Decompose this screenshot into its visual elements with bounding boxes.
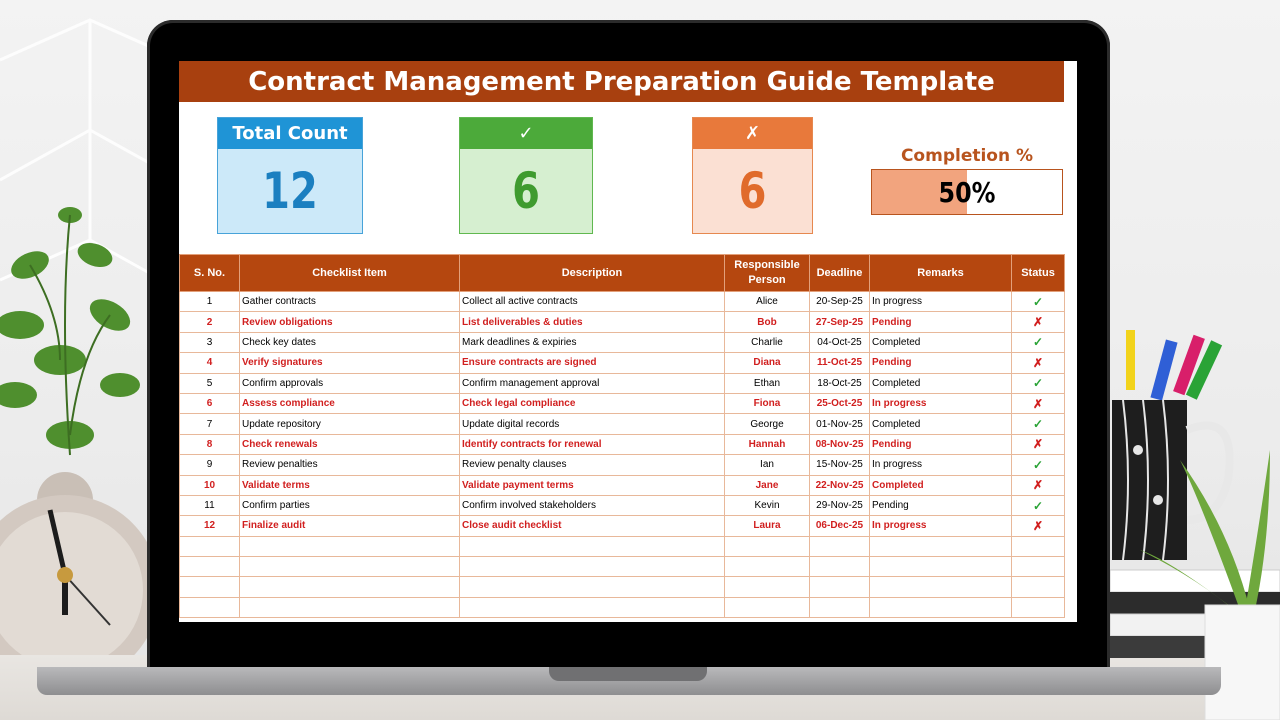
table-cell-deadline[interactable]: 11-Oct-25 [810, 353, 870, 373]
table-cell-item[interactable]: Review penalties [240, 455, 460, 475]
table-cell-person[interactable]: Bob [725, 312, 810, 332]
completion-label: Completion % [900, 146, 1034, 166]
column-header[interactable]: Status [1012, 255, 1065, 292]
empty-table-row[interactable] [180, 597, 1065, 617]
empty-table-cell[interactable] [1012, 597, 1065, 617]
empty-table-cell[interactable] [810, 597, 870, 617]
cross-mark-icon: ✗ [693, 118, 812, 149]
table-cell-person[interactable]: Diana [725, 353, 810, 373]
empty-table-cell[interactable] [870, 597, 1012, 617]
pending-count-card [692, 117, 813, 234]
table-cell-no[interactable]: 5 [180, 373, 240, 393]
laptop-lid-notch [549, 667, 707, 681]
table-cell-deadline[interactable]: 27-Sep-25 [810, 312, 870, 332]
table-cell-remarks[interactable]: Completed [870, 332, 1012, 352]
table-cell-status[interactable] [1012, 414, 1065, 434]
table-cell-person[interactable]: Ethan [725, 373, 810, 393]
empty-table-cell[interactable] [870, 536, 1012, 556]
table-cell-status[interactable] [1012, 516, 1065, 536]
table-row[interactable] [180, 495, 1065, 515]
table-cell-item[interactable]: Gather contracts [240, 292, 460, 312]
cross-mark-icon: ✗ [1032, 437, 1044, 452]
table-cell-remarks[interactable]: In progress [870, 516, 1012, 536]
table-cell-desc[interactable]: Confirm management approval [460, 373, 725, 393]
total-count-card [217, 117, 363, 234]
table-cell-no[interactable]: 10 [180, 475, 240, 495]
table-row[interactable] [180, 332, 1065, 352]
empty-table-cell[interactable] [180, 536, 240, 556]
table-cell-item[interactable]: Finalize audit [240, 516, 460, 536]
table-cell-no[interactable]: 1 [180, 292, 240, 312]
table-cell-status[interactable] [1012, 353, 1065, 373]
empty-table-cell[interactable] [1012, 577, 1065, 597]
table-cell-desc[interactable]: Ensure contracts are signed [460, 353, 725, 373]
table-cell-person[interactable]: Charlie [725, 332, 810, 352]
table-cell-person[interactable]: George [725, 414, 810, 434]
table-cell-no[interactable]: 11 [180, 495, 240, 515]
table-cell-person[interactable]: Laura [725, 516, 810, 536]
table-body [180, 292, 1065, 618]
table-row[interactable] [180, 393, 1065, 413]
table-cell-status[interactable] [1012, 393, 1065, 413]
table-cell-status[interactable] [1012, 495, 1065, 515]
table-cell-item[interactable]: Update repository [240, 414, 460, 434]
sheet-title: Contract Management Preparation Guide Template [179, 61, 1064, 102]
table-cell-status[interactable] [1012, 434, 1065, 454]
empty-table-cell[interactable] [725, 597, 810, 617]
table-cell-desc[interactable]: Identify contracts for renewal [460, 434, 725, 454]
table-cell-no[interactable]: 9 [180, 455, 240, 475]
table-cell-deadline[interactable]: 01-Nov-25 [810, 414, 870, 434]
pending-count-value: 6 [738, 162, 767, 220]
table-cell-no[interactable]: 8 [180, 434, 240, 454]
cross-mark-icon: ✗ [1032, 518, 1044, 533]
table-cell-person[interactable]: Ian [725, 455, 810, 475]
empty-table-cell[interactable] [1012, 536, 1065, 556]
table-cell-item[interactable]: Check renewals [240, 434, 460, 454]
empty-table-cell[interactable] [180, 577, 240, 597]
empty-table-cell[interactable] [1012, 557, 1065, 577]
table-cell-deadline[interactable]: 20-Sep-25 [810, 292, 870, 312]
column-header[interactable]: Remarks [870, 255, 1012, 292]
empty-table-cell[interactable] [460, 557, 725, 577]
table-cell-item[interactable]: Assess compliance [240, 393, 460, 413]
table-cell-item[interactable]: Verify signatures [240, 353, 460, 373]
cross-mark-icon: ✗ [1032, 396, 1044, 411]
check-mark-icon: ✓ [1032, 294, 1044, 309]
table-cell-remarks[interactable]: In progress [870, 393, 1012, 413]
table-cell-deadline[interactable]: 06-Dec-25 [810, 516, 870, 536]
empty-table-cell[interactable] [240, 597, 460, 617]
table-cell-desc[interactable]: Mark deadlines & expiries [460, 332, 725, 352]
table-cell-status[interactable] [1012, 312, 1065, 332]
table-row[interactable] [180, 475, 1065, 495]
empty-table-row[interactable] [180, 536, 1065, 556]
empty-table-cell[interactable] [240, 536, 460, 556]
table-cell-deadline[interactable]: 29-Nov-25 [810, 495, 870, 515]
table-cell-no[interactable]: 12 [180, 516, 240, 536]
completed-count-value: 6 [512, 162, 540, 220]
column-header[interactable]: Responsible Person [725, 255, 810, 292]
table-cell-person[interactable]: Kevin [725, 495, 810, 515]
check-mark-icon: ✓ [1032, 335, 1044, 350]
table-row[interactable] [180, 516, 1065, 536]
cross-mark-icon: ✗ [1032, 355, 1044, 370]
table-cell-status[interactable] [1012, 332, 1065, 352]
check-mark-icon: ✓ [1032, 417, 1044, 432]
table-cell-desc[interactable]: List deliverables & duties [460, 312, 725, 332]
completion-progress-bar [871, 169, 1063, 215]
table-cell-desc[interactable]: Close audit checklist [460, 516, 725, 536]
table-cell-desc[interactable]: Review penalty clauses [460, 455, 725, 475]
table-cell-status[interactable] [1012, 475, 1065, 495]
table-cell-no[interactable]: 6 [180, 393, 240, 413]
table-cell-person[interactable]: Fiona [725, 393, 810, 413]
table-row[interactable] [180, 434, 1065, 454]
spreadsheet-screen [179, 61, 1077, 622]
table-cell-person[interactable]: Alice [725, 292, 810, 312]
empty-table-cell[interactable] [240, 557, 460, 577]
column-header[interactable]: Deadline [810, 255, 870, 292]
empty-table-cell[interactable] [180, 597, 240, 617]
table-cell-desc[interactable]: Check legal compliance [460, 393, 725, 413]
table-cell-deadline[interactable]: 15-Nov-25 [810, 455, 870, 475]
column-header[interactable]: Description [460, 255, 725, 292]
table-cell-remarks[interactable]: Completed [870, 414, 1012, 434]
table-cell-deadline[interactable]: 04-Oct-25 [810, 332, 870, 352]
table-cell-no[interactable]: 7 [180, 414, 240, 434]
table-cell-item[interactable]: Check key dates [240, 332, 460, 352]
table-cell-no[interactable]: 3 [180, 332, 240, 352]
cross-mark-icon: ✗ [1032, 315, 1044, 330]
total-count-value: 12 [262, 162, 318, 220]
table-cell-desc[interactable]: Validate payment terms [460, 475, 725, 495]
table-cell-remarks[interactable]: Pending [870, 495, 1012, 515]
empty-table-cell[interactable] [180, 557, 240, 577]
check-mark-icon: ✓ [1032, 376, 1044, 391]
table-cell-remarks[interactable]: In progress [870, 455, 1012, 475]
checklist-table [179, 254, 1065, 618]
table-cell-item[interactable]: Confirm parties [240, 495, 460, 515]
empty-table-cell[interactable] [810, 577, 870, 597]
table-cell-deadline[interactable]: 22-Nov-25 [810, 475, 870, 495]
table-cell-desc[interactable]: Collect all active contracts [460, 292, 725, 312]
table-cell-remarks[interactable]: In progress [870, 292, 1012, 312]
total-count-label: Total Count [218, 118, 362, 149]
empty-table-cell[interactable] [725, 536, 810, 556]
column-header[interactable]: S. No. [180, 255, 240, 292]
table-cell-remarks[interactable]: Completed [870, 373, 1012, 393]
table-cell-remarks[interactable]: Pending [870, 312, 1012, 332]
check-mark-icon: ✓ [1032, 498, 1044, 513]
table-row[interactable] [180, 312, 1065, 332]
table-cell-item[interactable]: Confirm approvals [240, 373, 460, 393]
empty-table-row[interactable] [180, 577, 1065, 597]
table-row[interactable] [180, 414, 1065, 434]
check-mark-icon: ✓ [1032, 457, 1044, 472]
table-cell-status[interactable] [1012, 455, 1065, 475]
table-cell-no[interactable]: 4 [180, 353, 240, 373]
table-cell-deadline[interactable]: 25-Oct-25 [810, 393, 870, 413]
table-header-row [180, 255, 1065, 292]
table-cell-deadline[interactable]: 18-Oct-25 [810, 373, 870, 393]
table-cell-item[interactable]: Validate terms [240, 475, 460, 495]
potted-plant-left-decoration [0, 195, 150, 495]
table-cell-item[interactable]: Review obligations [240, 312, 460, 332]
table-cell-no[interactable]: 2 [180, 312, 240, 332]
empty-table-cell[interactable] [460, 577, 725, 597]
table-cell-status[interactable] [1012, 292, 1065, 312]
empty-table-cell[interactable] [460, 536, 725, 556]
empty-table-cell[interactable] [810, 536, 870, 556]
table-cell-person[interactable]: Hannah [725, 434, 810, 454]
table-row[interactable] [180, 292, 1065, 312]
table-cell-desc[interactable]: Update digital records [460, 414, 725, 434]
check-mark-icon: ✓ [460, 118, 592, 149]
table-row[interactable] [180, 373, 1065, 393]
completion-percent-text: 50% [938, 175, 996, 209]
empty-table-cell[interactable] [870, 577, 1012, 597]
table-cell-remarks[interactable]: Pending [870, 353, 1012, 373]
empty-table-cell[interactable] [460, 597, 725, 617]
empty-table-row[interactable] [180, 557, 1065, 577]
column-header[interactable]: Checklist Item [240, 255, 460, 292]
empty-table-cell[interactable] [870, 557, 1012, 577]
table-cell-desc[interactable]: Confirm involved stakeholders [460, 495, 725, 515]
empty-table-cell[interactable] [240, 577, 460, 597]
empty-table-cell[interactable] [725, 557, 810, 577]
table-row[interactable] [180, 353, 1065, 373]
table-cell-remarks[interactable]: Completed [870, 475, 1012, 495]
table-cell-status[interactable] [1012, 373, 1065, 393]
table-cell-person[interactable]: Jane [725, 475, 810, 495]
completed-count-card [459, 117, 593, 234]
table-cell-remarks[interactable]: Pending [870, 434, 1012, 454]
empty-table-cell[interactable] [725, 577, 810, 597]
table-cell-deadline[interactable]: 08-Nov-25 [810, 434, 870, 454]
cross-mark-icon: ✗ [1032, 478, 1044, 493]
table-row[interactable] [180, 455, 1065, 475]
empty-table-cell[interactable] [810, 557, 870, 577]
